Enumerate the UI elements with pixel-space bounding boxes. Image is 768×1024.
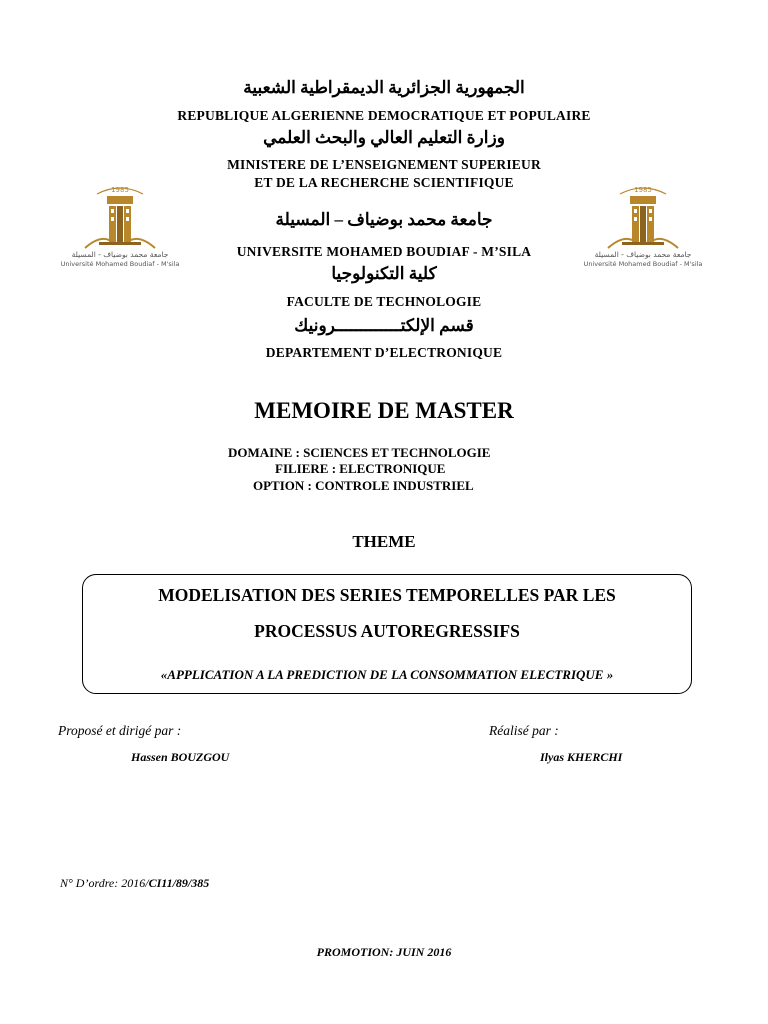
arabic-republic-title: الجمهورية الجزائرية الديمقراطية الشعبية [243, 78, 525, 97]
theme-subtitle: «APPLICATION A LA PREDICTION DE LA CONSOMMATION ELECTRIQUE » [160, 667, 614, 682]
logo-year: 1985 [111, 186, 129, 194]
faculty-title: FACULTE DE TECHNOLOGIE [286, 294, 482, 309]
ministry-title-line1: MINISTERE DE L’ENSEIGNEMENT SUPERIEUR [227, 157, 541, 172]
university-emblem-icon [55, 182, 185, 250]
arabic-faculty-title: كلية التكنولوجيا [331, 264, 437, 283]
domaine-line: DOMAINE : SCIENCES ET TECHNOLOGIE [228, 445, 491, 460]
memoire-title: MEMOIRE DE MASTER [254, 398, 514, 423]
university-emblem-icon [578, 182, 708, 250]
order-number-value: CI11/89/385 [148, 876, 210, 890]
university-title: UNIVERSITE MOHAMED BOUDIAF - M’SILA [236, 244, 532, 259]
option-line: OPTION : CONTROLE INDUSTRIEL [253, 478, 474, 493]
logo-caption-french: Université Mohamed Boudiaf - M'sila [60, 260, 180, 268]
arabic-university-title: جامعة محمد بوضياف – المسيلة [275, 210, 493, 229]
realized-name: Ilyas KHERCHI [540, 750, 623, 764]
logo-caption-arabic: جامعة محمد بوضياف - المسيلة [71, 250, 169, 259]
order-number [60, 876, 209, 891]
university-logo-left [55, 182, 185, 272]
arabic-department-title: قسم الإلكتـــــــــــــرونيك [294, 316, 474, 335]
theme-box [82, 574, 692, 694]
logo-caption-french: Université Mohamed Boudiaf - M'sila [583, 260, 703, 268]
logo-year: 1985 [634, 186, 652, 194]
theme-title-line1: MODELISATION DES SERIES TEMPORELLES PAR LES [158, 585, 616, 605]
theme-title-line2: PROCESSUS AUTOREGRESSIFS [254, 621, 520, 641]
arabic-ministry-title: وزارة التعليم العالي والبحث العلمي [263, 128, 505, 147]
theme-label: THEME [352, 532, 416, 551]
realized-label: Réalisé par : [489, 723, 559, 738]
order-number-label: N° D’ordre: 2016/ [60, 876, 149, 890]
republic-title: REPUBLIQUE ALGERIENNE DEMOCRATIQUE ET POPULAIRE [177, 108, 591, 123]
logo-caption-arabic: جامعة محمد بوضياف - المسيلة [594, 250, 692, 259]
department-title: DEPARTEMENT D’ELECTRONIQUE [265, 345, 503, 360]
promotion-line: PROMOTION: JUIN 2016 [316, 945, 452, 959]
ministry-title-line2: ET DE LA RECHERCHE SCIENTIFIQUE [254, 175, 514, 190]
university-logo-right [578, 182, 708, 272]
proposed-name: Hassen BOUZGOU [131, 750, 230, 764]
proposed-label: Proposé et dirigé par : [58, 723, 182, 738]
filiere-line: FILIERE : ELECTRONIQUE [275, 461, 446, 476]
